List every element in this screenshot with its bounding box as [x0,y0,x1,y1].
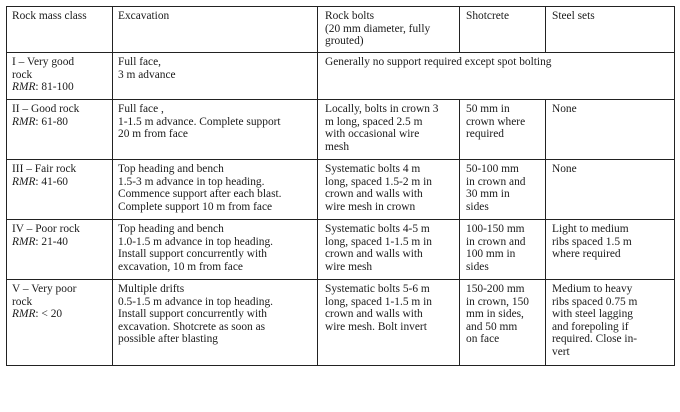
text-line: crown and walls with [325,188,423,201]
rock-bolts-cell [318,220,460,280]
rock-mass-class-cell [7,160,113,220]
rmr-label: RMR [12,81,36,94]
text-line: required. Close in- [552,333,638,346]
table-header-row [7,7,675,53]
rmr-label: RMR [12,115,36,128]
header-line: grouted) [325,35,364,48]
class-line: rock [12,68,33,81]
table-row [7,280,675,366]
class-line: I – Very good [12,56,75,68]
class-line: rock [12,295,33,308]
rmr-value: : < 20 [35,308,63,321]
class-line: III – Fair rock [12,163,77,175]
header-steel-sets [546,7,675,53]
table-row [7,100,675,160]
text-line: long, spaced 1-1.5 m in [325,235,432,248]
header-rock-mass-class [7,7,113,53]
text-line: Systematic bolts 4 m [325,163,421,175]
class-line: II – Good rock [12,103,80,115]
text-line: sides [466,260,489,273]
text-line: excavation. Shotcrete as soon as [118,320,266,333]
text-line: in crown, 150 [466,295,529,308]
excavation-cell [113,220,318,280]
excavation-cell [113,53,318,100]
text-line: Full face, [118,56,162,68]
header-line: Rock mass class [12,10,87,22]
text-line: 100-150 mm [466,223,525,235]
text-line: excavation, 10 m from face [118,260,243,273]
text-line: Generally no support required except spot bolting [325,56,552,68]
rock-mass-class-cell [7,220,113,280]
text-line: ribs spaced 1.5 m [552,235,632,248]
text-line: 30 mm in [466,188,510,201]
header-shotcrete [460,7,546,53]
header-line: Rock bolts [325,10,375,22]
text-line: in crown and [466,175,526,188]
header-excavation [113,7,318,53]
rmr-line [12,308,108,321]
rmr-value: : 21-40 [35,235,68,248]
text-line: required [466,128,504,141]
text-line: mesh [325,140,350,153]
steel-sets-cell [546,160,675,220]
rock-bolts-cell [318,280,460,366]
text-line: ribs spaced 0.75 m [552,295,638,308]
rmr-line [12,236,108,249]
text-line: possible after blasting [118,333,218,346]
rock-bolts-cell [318,100,460,160]
text-line: Top heading and bench [118,163,224,175]
text-line: Medium to heavy [552,283,633,295]
text-line: None [552,163,577,175]
header-line: Steel sets [552,10,595,22]
table-row [7,53,675,100]
text-line: sides [466,200,489,213]
text-line: Commence support after each blast. [118,188,282,201]
text-line: wire mesh in crown [325,200,416,213]
header-line: Shotcrete [466,10,510,22]
text-line: Systematic bolts 4-5 m [325,223,430,235]
rmr-value: : 41-60 [35,175,68,188]
text-line: with steel lagging [552,308,633,321]
combined-support-cell [318,53,675,100]
text-line: vert [552,345,570,358]
excavation-cell [113,160,318,220]
steel-sets-cell [546,280,675,366]
shotcrete-cell [460,280,546,366]
text-line: Light to medium [552,223,629,235]
text-line: wire mesh [325,260,373,273]
text-line: Top heading and bench [118,223,224,235]
text-line: mm in sides, [466,308,524,321]
steel-sets-cell [546,100,675,160]
document-page [6,6,674,406]
text-line: crown and walls with [325,248,423,261]
text-line: 0.5-1.5 m advance in top heading. [118,295,273,308]
class-line: V – Very poor [12,283,77,295]
text-line: 1.5-3 m advance in top heading. [118,175,265,188]
header-rock-bolts [318,7,460,53]
rmr-line [12,176,108,189]
text-line: Locally, bolts in crown 3 [325,103,439,115]
text-line: None [552,103,577,115]
text-line: 50 mm in [466,103,510,115]
text-line: with occasional wire [325,128,420,141]
rmr-label: RMR [12,175,36,188]
text-line: Systematic bolts 5-6 m [325,283,430,295]
rock-support-table [6,6,675,366]
text-line: 20 m from face [118,128,188,141]
text-line: and forepoling if [552,320,629,333]
text-line: long, spaced 1-1.5 m in [325,295,432,308]
text-line: 1-1.5 m advance. Complete support [118,115,281,128]
table-row [7,160,675,220]
text-line: 1.0-1.5 m advance in top heading. [118,235,273,248]
shotcrete-cell [460,160,546,220]
rock-mass-class-cell [7,53,113,100]
text-line: 3 m advance [118,68,176,81]
text-line: m long, spaced 2.5 m [325,115,423,128]
text-line: Complete support 10 m from face [118,200,273,213]
rock-bolts-cell [318,160,460,220]
rmr-value: : 61-80 [35,115,68,128]
text-line: in crown and [466,235,526,248]
shotcrete-cell [460,220,546,280]
text-line: Multiple drifts [118,283,185,295]
text-line: 50-100 mm [466,163,519,175]
text-line: Install support concurrently with [118,248,267,261]
steel-sets-cell [546,220,675,280]
text-line: long, spaced 1.5-2 m in [325,175,432,188]
rmr-label: RMR [12,235,36,248]
header-line: Excavation [118,10,170,22]
text-line: 150-200 mm [466,283,525,295]
text-line: where required [552,248,621,261]
text-line: crown where [466,115,526,128]
excavation-cell [113,280,318,366]
shotcrete-cell [460,100,546,160]
text-line: Full face , [118,103,164,115]
rmr-value: : 81-100 [35,81,74,94]
text-line: on face [466,333,500,346]
rock-mass-class-cell [7,280,113,366]
text-line: Install support concurrently with [118,308,267,321]
rock-mass-class-cell [7,100,113,160]
rmr-label: RMR [12,308,36,321]
text-line: wire mesh. Bolt invert [325,320,427,333]
rmr-line [12,116,108,129]
text-line: crown and walls with [325,308,423,321]
class-line: IV – Poor rock [12,223,80,235]
text-line: and 50 mm [466,320,518,333]
rmr-line [12,81,108,94]
text-line: 100 mm in [466,248,516,261]
excavation-cell [113,100,318,160]
header-line: (20 mm diameter, fully [325,22,431,35]
table-row [7,220,675,280]
